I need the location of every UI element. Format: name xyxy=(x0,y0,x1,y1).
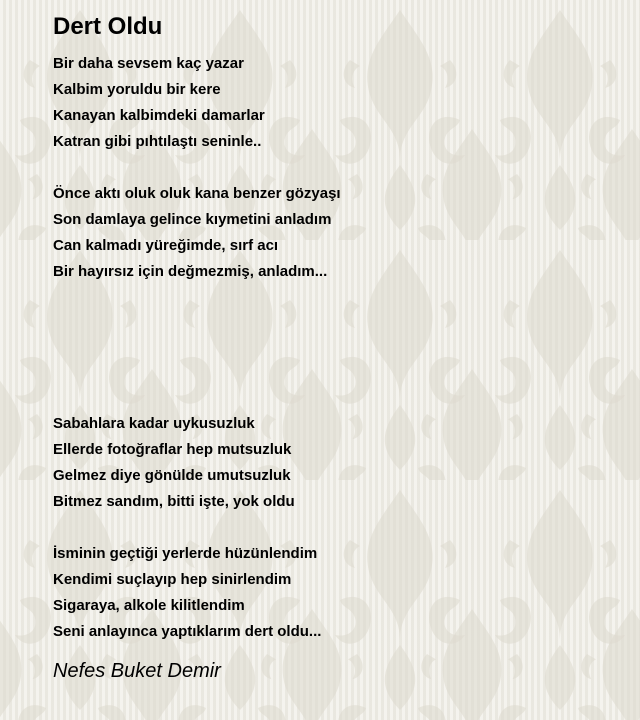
poem-line: Son damlaya gelince kıymetini anladım xyxy=(53,211,332,228)
poem-line: Katran gibi pıhtılaştı seninle.. xyxy=(53,133,262,150)
poem-line: Kendimi suçlayıp hep sinirlendim xyxy=(53,571,292,588)
poem-title: Dert Oldu xyxy=(53,13,163,40)
poem-stanza-2 xyxy=(53,181,341,285)
poem-line: İsminin geçtiği yerlerde hüzünlendim xyxy=(53,545,318,562)
poem-line: Kalbim yoruldu bir kere xyxy=(53,81,221,98)
poem-line: Can kalmadı yüreğimde, sırf acı xyxy=(53,237,279,254)
poem-stanza-4 xyxy=(53,541,321,645)
poem-line: Önce aktı oluk oluk kana benzer gözyaşı xyxy=(53,185,341,202)
poem-line: Bir daha sevsem kaç yazar xyxy=(53,55,244,72)
poem-line: Bir hayırsız için değmezmiş, anladım... xyxy=(53,263,328,280)
poem-stanza-3 xyxy=(53,411,295,515)
poem-author: Nefes Buket Demir xyxy=(53,660,221,682)
poem-line: Kanayan kalbimdeki damarlar xyxy=(53,107,265,124)
poem-line: Seni anlayınca yaptıklarım dert oldu... xyxy=(53,623,322,640)
poem-line: Ellerde fotoğraflar hep mutsuzluk xyxy=(53,441,292,458)
poem-line: Sabahlara kadar uykusuzluk xyxy=(53,415,255,432)
poem-line: Gelmez diye gönülde umutsuzluk xyxy=(53,467,291,484)
poem-line: Sigaraya, alkole kilitlendim xyxy=(53,597,245,614)
poem-line: Bitmez sandım, bitti işte, yok oldu xyxy=(53,493,295,510)
poem-stanza-1 xyxy=(53,51,265,155)
